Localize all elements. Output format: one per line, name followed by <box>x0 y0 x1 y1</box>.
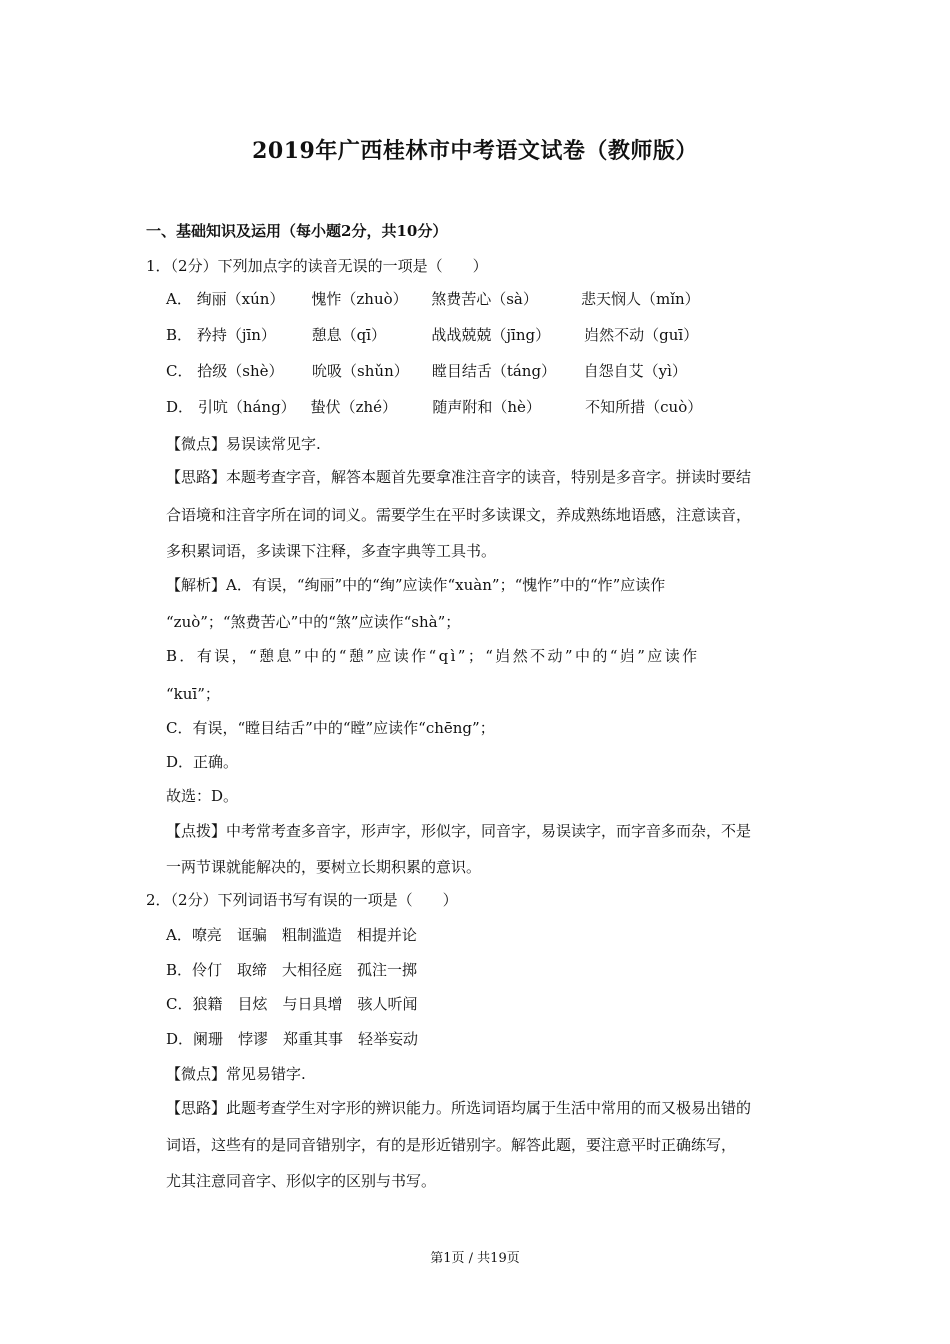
question-1-dianbo-line: 一两节课就能解决的，要树立长期积累的意识。 <box>166 858 482 876</box>
option-item: 煞费苦心（sà） <box>431 290 538 308</box>
page-footer: 第1页 / 共19页 <box>430 1251 520 1266</box>
question-1-option-b <box>166 325 698 345</box>
question-1-silu-line: 多积累词语，多读课下注释，多查字典等工具书。 <box>166 542 497 560</box>
option-item: 瞠目结舌（táng） <box>431 362 557 380</box>
question-2-option-c: C．狼籍 目炫 与日具增 骇人听闻 <box>166 995 418 1013</box>
question-2-option-d: D．阑珊 悖谬 郑重其事 轻举妄动 <box>166 1030 419 1048</box>
question-1-option-c <box>166 361 687 381</box>
question-2-silu-line: 词语，这些有的是同音错别字，有的是形近错别字。解答此题，要注意平时正确练写， <box>166 1136 737 1154</box>
option-item: 随声附和（hè） <box>432 398 541 416</box>
question-1-silu-line: 合语境和注音字所在词的词义。需要学生在平时多读课文，养成熟练地语感，注意读音， <box>166 506 752 524</box>
option-item: 愧怍（zhuò） <box>311 290 408 308</box>
question-1-jiexi-line: B．有误，“憩息”中的“憩”应读作“qì”；“岿然不动”中的“岿”应读作 <box>166 647 700 665</box>
option-item: 引吭（háng） <box>197 398 296 416</box>
question-1-option-d <box>166 397 702 417</box>
question-1-jiexi-line: D．正确。 <box>166 753 239 771</box>
option-label: C． <box>166 362 193 380</box>
question-2-silu-line: 【思路】此题考查学生对字形的辨识能力。所选词语均属于生活中常用的而又极易出错的 <box>166 1099 752 1117</box>
option-label: A． <box>166 290 192 308</box>
option-item: 绚丽（xún） <box>196 290 285 308</box>
option-label: B． <box>166 326 193 344</box>
option-item: 岿然不动（guī） <box>584 326 699 344</box>
option-item: 战战兢兢（jīng） <box>431 326 551 344</box>
question-1-silu-line: 【思路】本题考查字音，解答本题首先要拿准注音字的读音，特别是多音字。拼读时要结 <box>166 468 752 486</box>
option-item: 蛰伏（zhé） <box>310 398 398 416</box>
question-2-silu-line: 尤其注意同音字、形似字的区别与书写。 <box>166 1172 437 1190</box>
question-1-jiexi-line: 故选：D。 <box>166 787 239 805</box>
section-heading: 一、基础知识及运用（每小题2分，共10分） <box>146 222 448 240</box>
option-item: 不知所措（cuò） <box>585 398 703 416</box>
option-item: 吮吸（shǔn） <box>312 362 409 380</box>
question-1-jiexi-line: “kuī”； <box>166 685 220 703</box>
question-2-option-b: B．伶仃 取缔 大相径庭 孤注一掷 <box>166 961 418 979</box>
question-2-option-a: A．嘹亮 诓骗 粗制滥造 相提并论 <box>166 926 417 944</box>
option-item: 矜持（jīn） <box>196 326 276 344</box>
option-item: 拾级（shè） <box>197 362 284 380</box>
question-1-jiexi-line: 【解析】A．有误，“绚丽”中的“绚”应读作“xuàn”；“愧怍”中的“怍”应读作 <box>166 576 666 594</box>
question-1-weidian: 【微点】易误读常见字. <box>166 435 321 453</box>
question-1-dianbo-line: 【点拨】中考常考查多音字，形声字，形似字，同音字，易误读字，而字音多而杂，不是 <box>166 822 752 840</box>
page-title: 2019年广西桂林市中考语文试卷（教师版） <box>252 138 698 164</box>
question-2-stem: 2．（2分）下列词语书写有误的一项是（ ） <box>146 891 458 909</box>
option-item: 憩息（qī） <box>311 326 386 344</box>
question-1-jiexi-line: C．有误，“瞠目结舌”中的“瞠”应读作“chēng”； <box>166 719 495 737</box>
question-1-stem: 1．（2分）下列加点字的读音无误的一项是（ ） <box>146 257 488 275</box>
question-1-jiexi-line: “zuò”；“煞费苦心”中的“煞”应读作“shà”； <box>166 613 461 631</box>
option-label: D． <box>166 398 194 416</box>
question-2-weidian: 【微点】常见易错字. <box>166 1065 306 1083</box>
option-item: 自怨自艾（yì） <box>583 362 687 380</box>
question-1-option-a <box>166 289 700 309</box>
option-item: 悲天悯人（mǐn） <box>580 290 700 308</box>
